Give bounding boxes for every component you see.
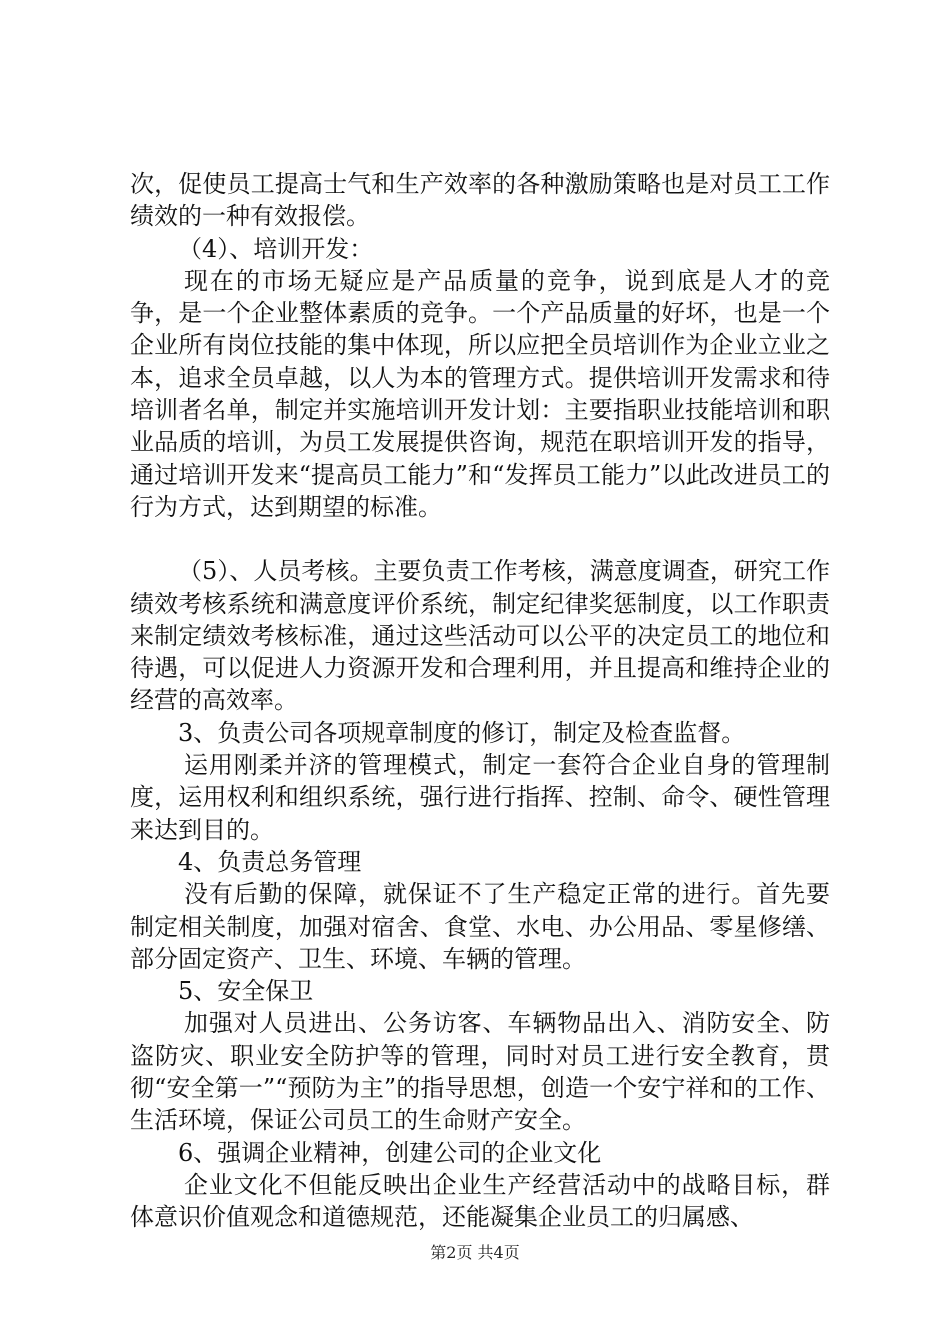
heading-security: 5、安全保卫 — [178, 977, 314, 1006]
heading-training-development: （4）、培训开发： — [178, 234, 374, 263]
paragraph-training-development: 现在的市场无疑应是产品质量的竞争，说到底是人才的竞争，是一个企业整体素质的竞争。一个产品质量的好坏，也是一个企业所有岗位技能的集中体现，所以应把全员培训作为企业立业之本，追求全员卓越，以人为本的管理方式。提供培训开发需求和待培训者名单，制定并实施培训开发计划：主要指职业技能培训和职业品质的培训，为员工发展提供咨询，规范在职培训开发的指导，通过培训开发来“提高员工能力”和“发挥员工能力”以此改进员工的行为方式，达到期望的标准。 — [130, 266, 830, 521]
blank-line — [130, 523, 830, 555]
paragraph-corporate-culture: 企业文化不但能反映出企业生产经营活动中的战略目标，群体意识价值观念和道德规范，还能凝集企业员工的归属感、 — [130, 1170, 830, 1232]
page-footer: 第2页 共4页 — [430, 1243, 520, 1262]
heading-rules-revision: 3、负责公司各项规章制度的修订，制定及检查监督。 — [178, 718, 746, 747]
paragraph-management-mode: 运用刚柔并济的管理模式，制定一套符合企业自身的管理制度，运用权利和组织系统，强行进行指挥、控制、命令、硬性管理来达到目的。 — [130, 751, 830, 844]
paragraph-logistics: 没有后勤的保障，就保证不了生产稳定正常的进行。首先要制定相关制度，加强对宿舍、食堂、水电、办公用品、零星修缮、部分固定资产、卫生、环境、车辆的管理。 — [130, 880, 830, 973]
heading-corporate-culture: 6、强调企业精神，创建公司的企业文化 — [178, 1138, 602, 1167]
paragraph-personnel-assessment: （5）、人员考核。主要负责工作考核，满意度调查，研究工作绩效考核系统和满意度评价系统，制定纪律奖惩制度，以工作职责来制定绩效考核标准，通过这些活动可以公平的决定员工的地位和待遇，可以促进人力资源开发和合理利用，并且提高和维持企业的经营的高效率。 — [130, 557, 830, 715]
document-body — [130, 168, 830, 1234]
paragraph-incentive-continuation: 次，促使员工提高士气和生产效率的各种激励策略也是对员工工作绩效的一种有效报偿。 — [130, 170, 830, 231]
heading-general-affairs: 4、负责总务管理 — [178, 847, 362, 876]
paragraph-security: 加强对人员进出、公务访客、车辆物品出入、消防安全、防盗防灾、职业安全防护等的管理，同时对员工进行安全教育，贯彻“安全第一”“预防为主”的指导思想，创造一个安宁祥和的工作、生活环境，保证公司员工的生命财产安全。 — [130, 1009, 830, 1135]
